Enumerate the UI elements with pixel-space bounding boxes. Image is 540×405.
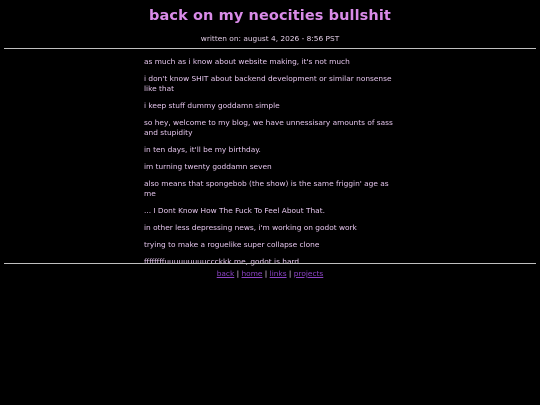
page-title: back on my neocities bullshit [149,8,391,24]
nav-separator: | [234,269,242,278]
nav-separator: | [286,269,294,278]
post-paragraph: i keep stuff dummy goddamn simple [144,101,280,110]
post-date: written on: august 4, 2026 - 8:56 PST [200,34,340,43]
post-paragraph: as much as i know about website making, it's not much [144,57,350,66]
top-divider [4,48,536,49]
post-paragraph: ... I Dont Know How The Fuck To Feel About That. [144,206,325,215]
post-paragraph: in other less depressing news, i'm working on godot work [144,223,357,232]
post-paragraph: im turning twenty goddamn seven [144,162,272,171]
post-paragraph: ffffffffuuuuuuuuuccckkk me, godot is hard [144,257,300,266]
nav-separator: | [262,269,270,278]
nav-link-links[interactable]: links [269,269,287,278]
post-paragraph: so hey, welcome to my blog, we have unnessisary amounts of sass and stupidity [144,118,393,137]
nav-link-projects[interactable]: projects [293,269,324,278]
post-paragraph: i don't know SHIT about backend development or similar nonsense like that [144,74,392,93]
bottom-divider [4,263,536,264]
nav-link-home[interactable]: home [241,269,263,278]
post-paragraph: in ten days, it'll be my birthday. [144,145,261,154]
footer-nav [0,269,540,278]
post-paragraph: also means that spongebob (the show) is the same friggin' age as me [144,179,389,198]
post-paragraph: trying to make a roguelike super collapse clone [144,240,320,249]
post-body [144,57,394,274]
nav-link-back[interactable]: back [216,269,235,278]
